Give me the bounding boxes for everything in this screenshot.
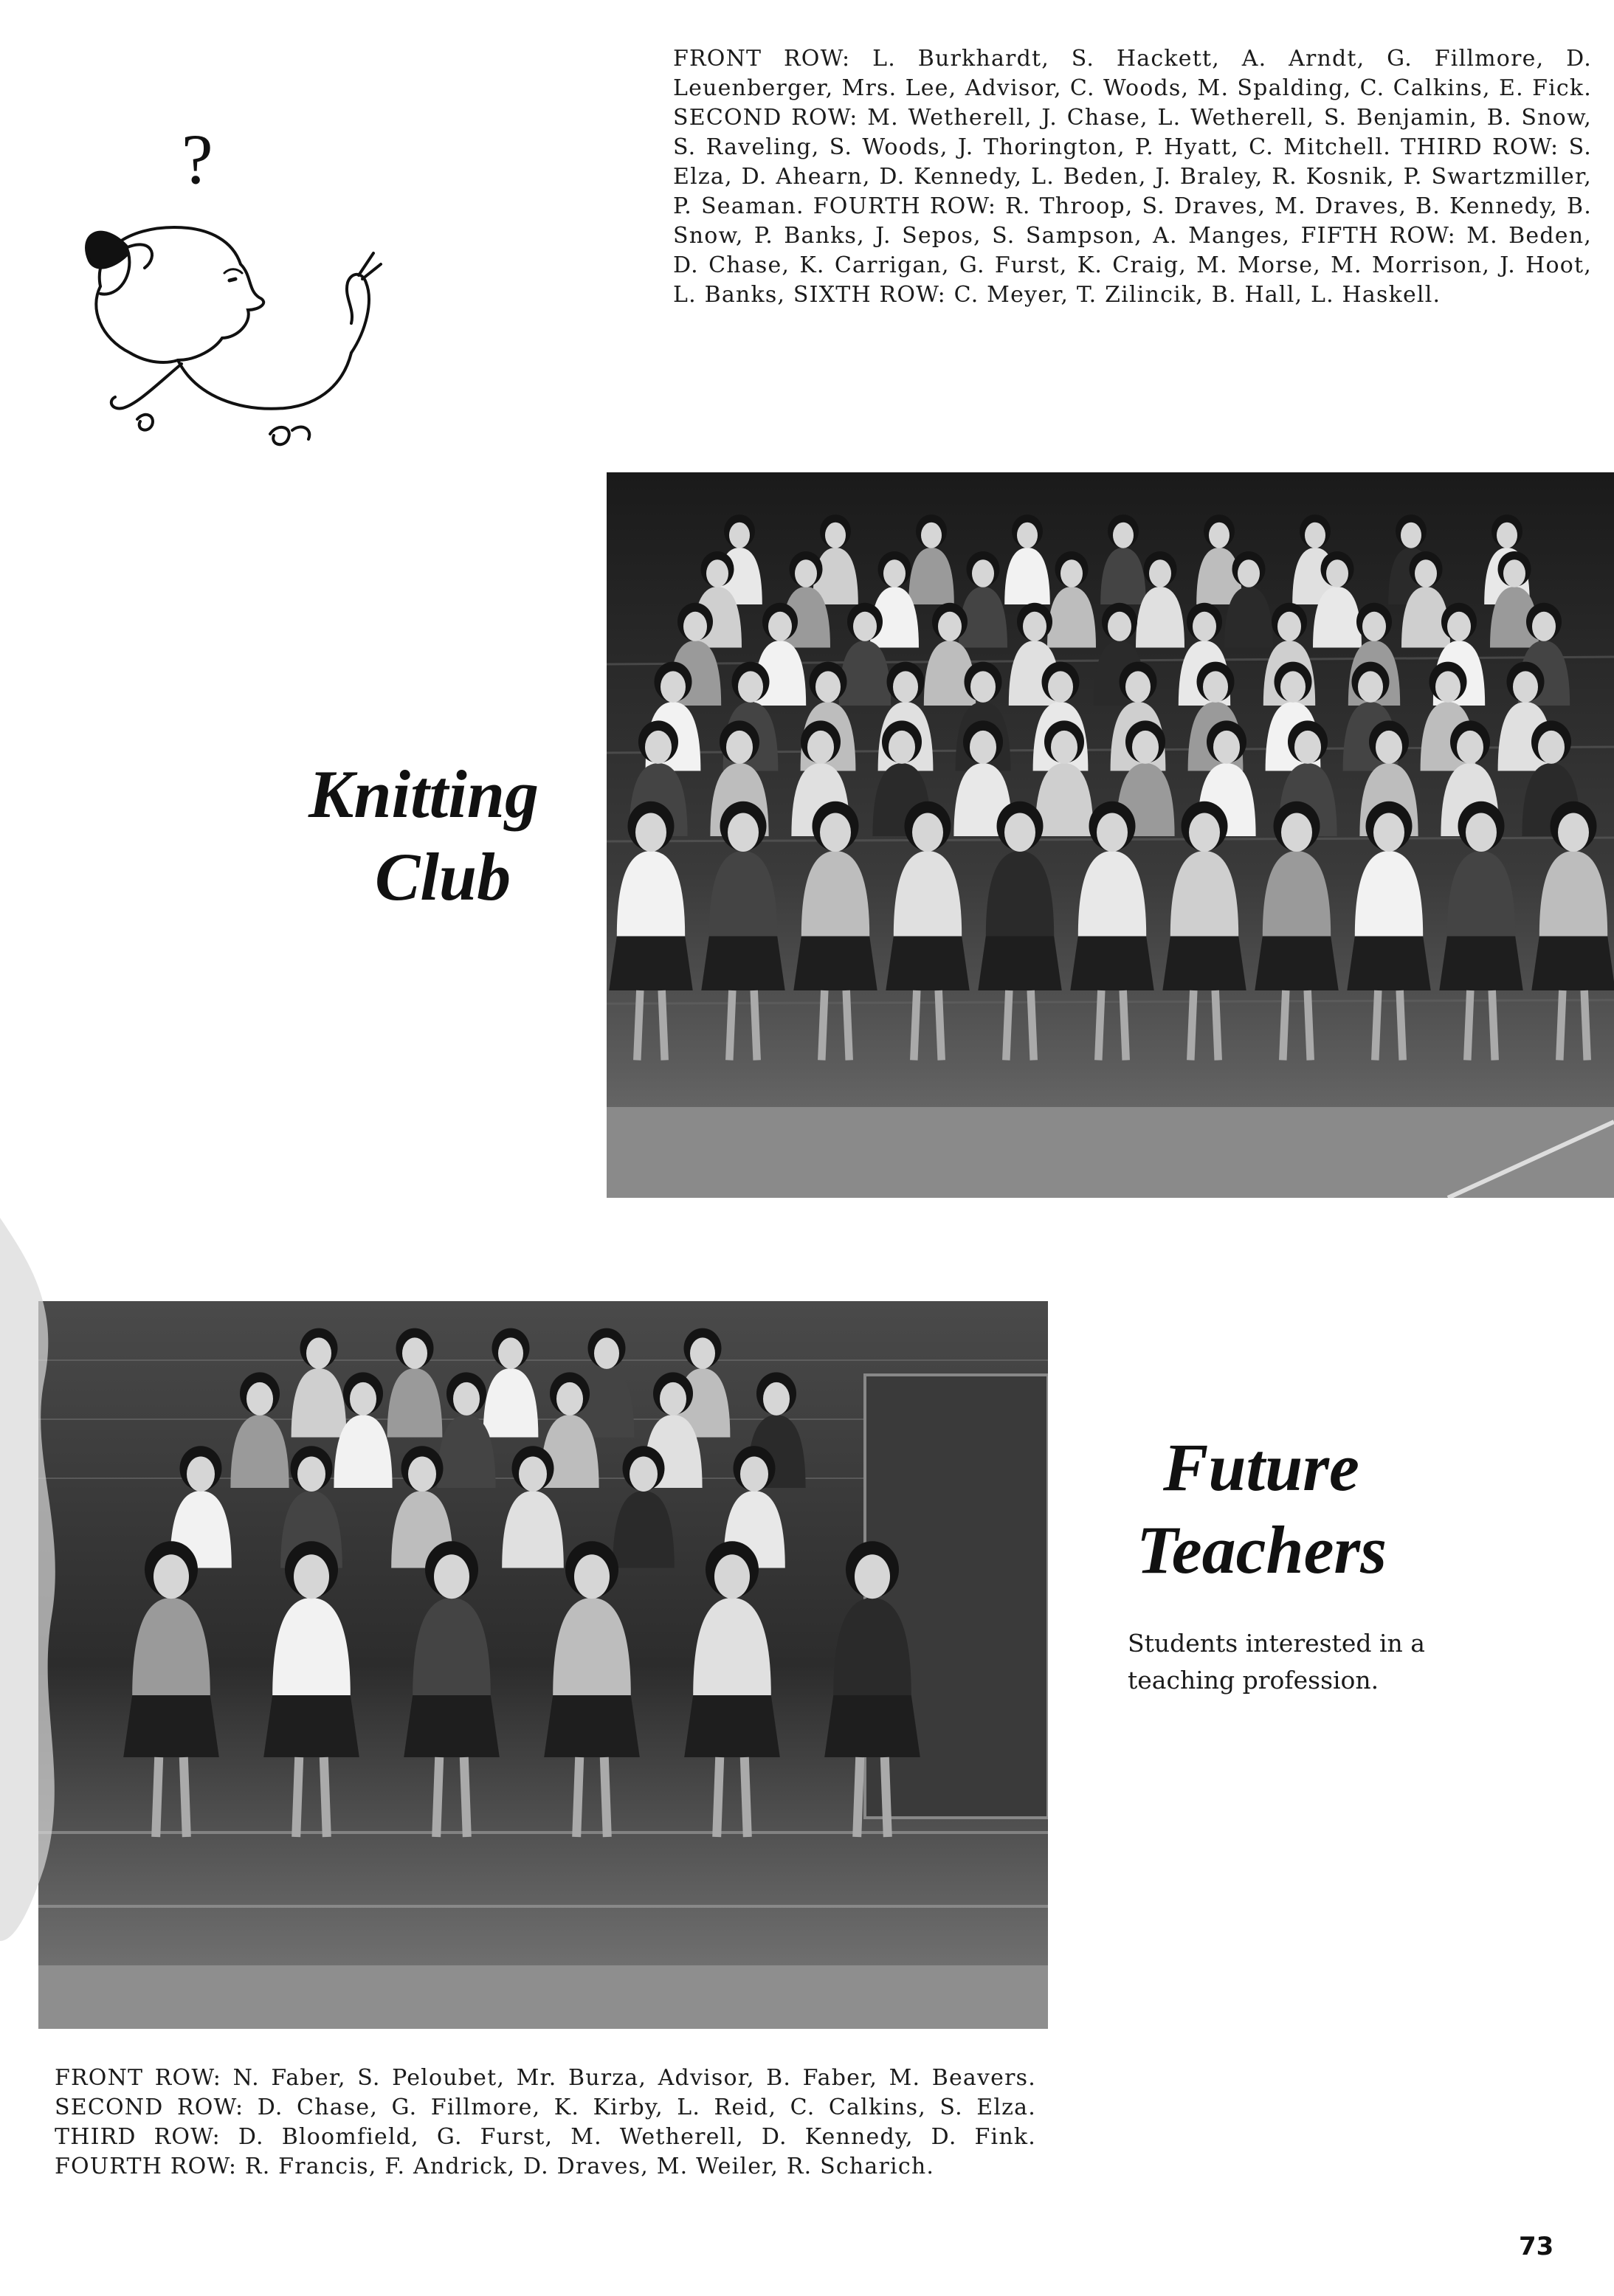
future-teachers-title-line1: Future — [1163, 1430, 1359, 1505]
knitting-club-title — [308, 753, 539, 918]
knitting-club-title-line1: Knitting — [308, 756, 539, 832]
page-number: 73 — [1519, 2232, 1554, 2261]
future-teachers-roster-caption: FRONT ROW: N. Faber, S. Peloubet, Mr. Burza, Advisor, B. Faber, M. Beavers. SECOND ROW: D. Chase, G. Fillmore, K. Kirby, L. Reid, C. Calkins, S. Elza. THIRD ROW: D. Bloomfield, G. Furst, M. Wetherell, D. Kennedy, D. Fink. FOURTH ROW: R. Francis, F. Andrick, D. Draves, M. Weiler, R. Scharich. — [55, 2065, 1036, 2179]
knitting-club-roster-caption: FRONT ROW: L. Burkhardt, S. Hackett, A. Arndt, G. Fillmore, D. Leuenberger, Mrs. Lee, Advisor, C. Woods, M. Spalding, C. Calkins, E. Fick. SECOND ROW: M. Wetherell, J. Chase, L. Wetherell, S. Benjamin, B. Snow, S. Raveling, S. Woods, J. Thorington, P. Hyatt, C. Mitchell. THIRD ROW: S. Elza, D. Ahearn, D. Kennedy, L. Beden, J. Braley, R. Kosnik, P. Swartzmiller, P. Seaman. FOURTH ROW: R. Throop, S. Draves, M. Draves, B. Kennedy, B. Snow, P. Banks, J. Sepos, S. Sampson, A. Manges, FIFTH ROW: M. Beden, D. Chase, K. Carrigan, G. Furst, K. Craig, M. Morse, M. Morrison, J. Hoot, L. Banks, SIXTH ROW: C. Meyer, T. Zilincik, B. Hall, L. Haskell. — [673, 46, 1592, 308]
knitting-club-title-line2: Club — [375, 839, 511, 914]
knitting-girl-cartoon-icon — [49, 117, 403, 463]
question-mark-glyph: ? — [182, 120, 213, 199]
paper-stain-icon — [0, 1218, 81, 1941]
future-teachers-title-line2: Teachers — [1137, 1512, 1387, 1587]
knitting-club-group-photo — [607, 472, 1614, 1198]
future-teachers-description: Students interested in a teaching profession. — [1128, 1629, 1425, 1695]
future-teachers-title — [1137, 1426, 1387, 1591]
future-teachers-group-photo — [38, 1301, 1048, 2029]
